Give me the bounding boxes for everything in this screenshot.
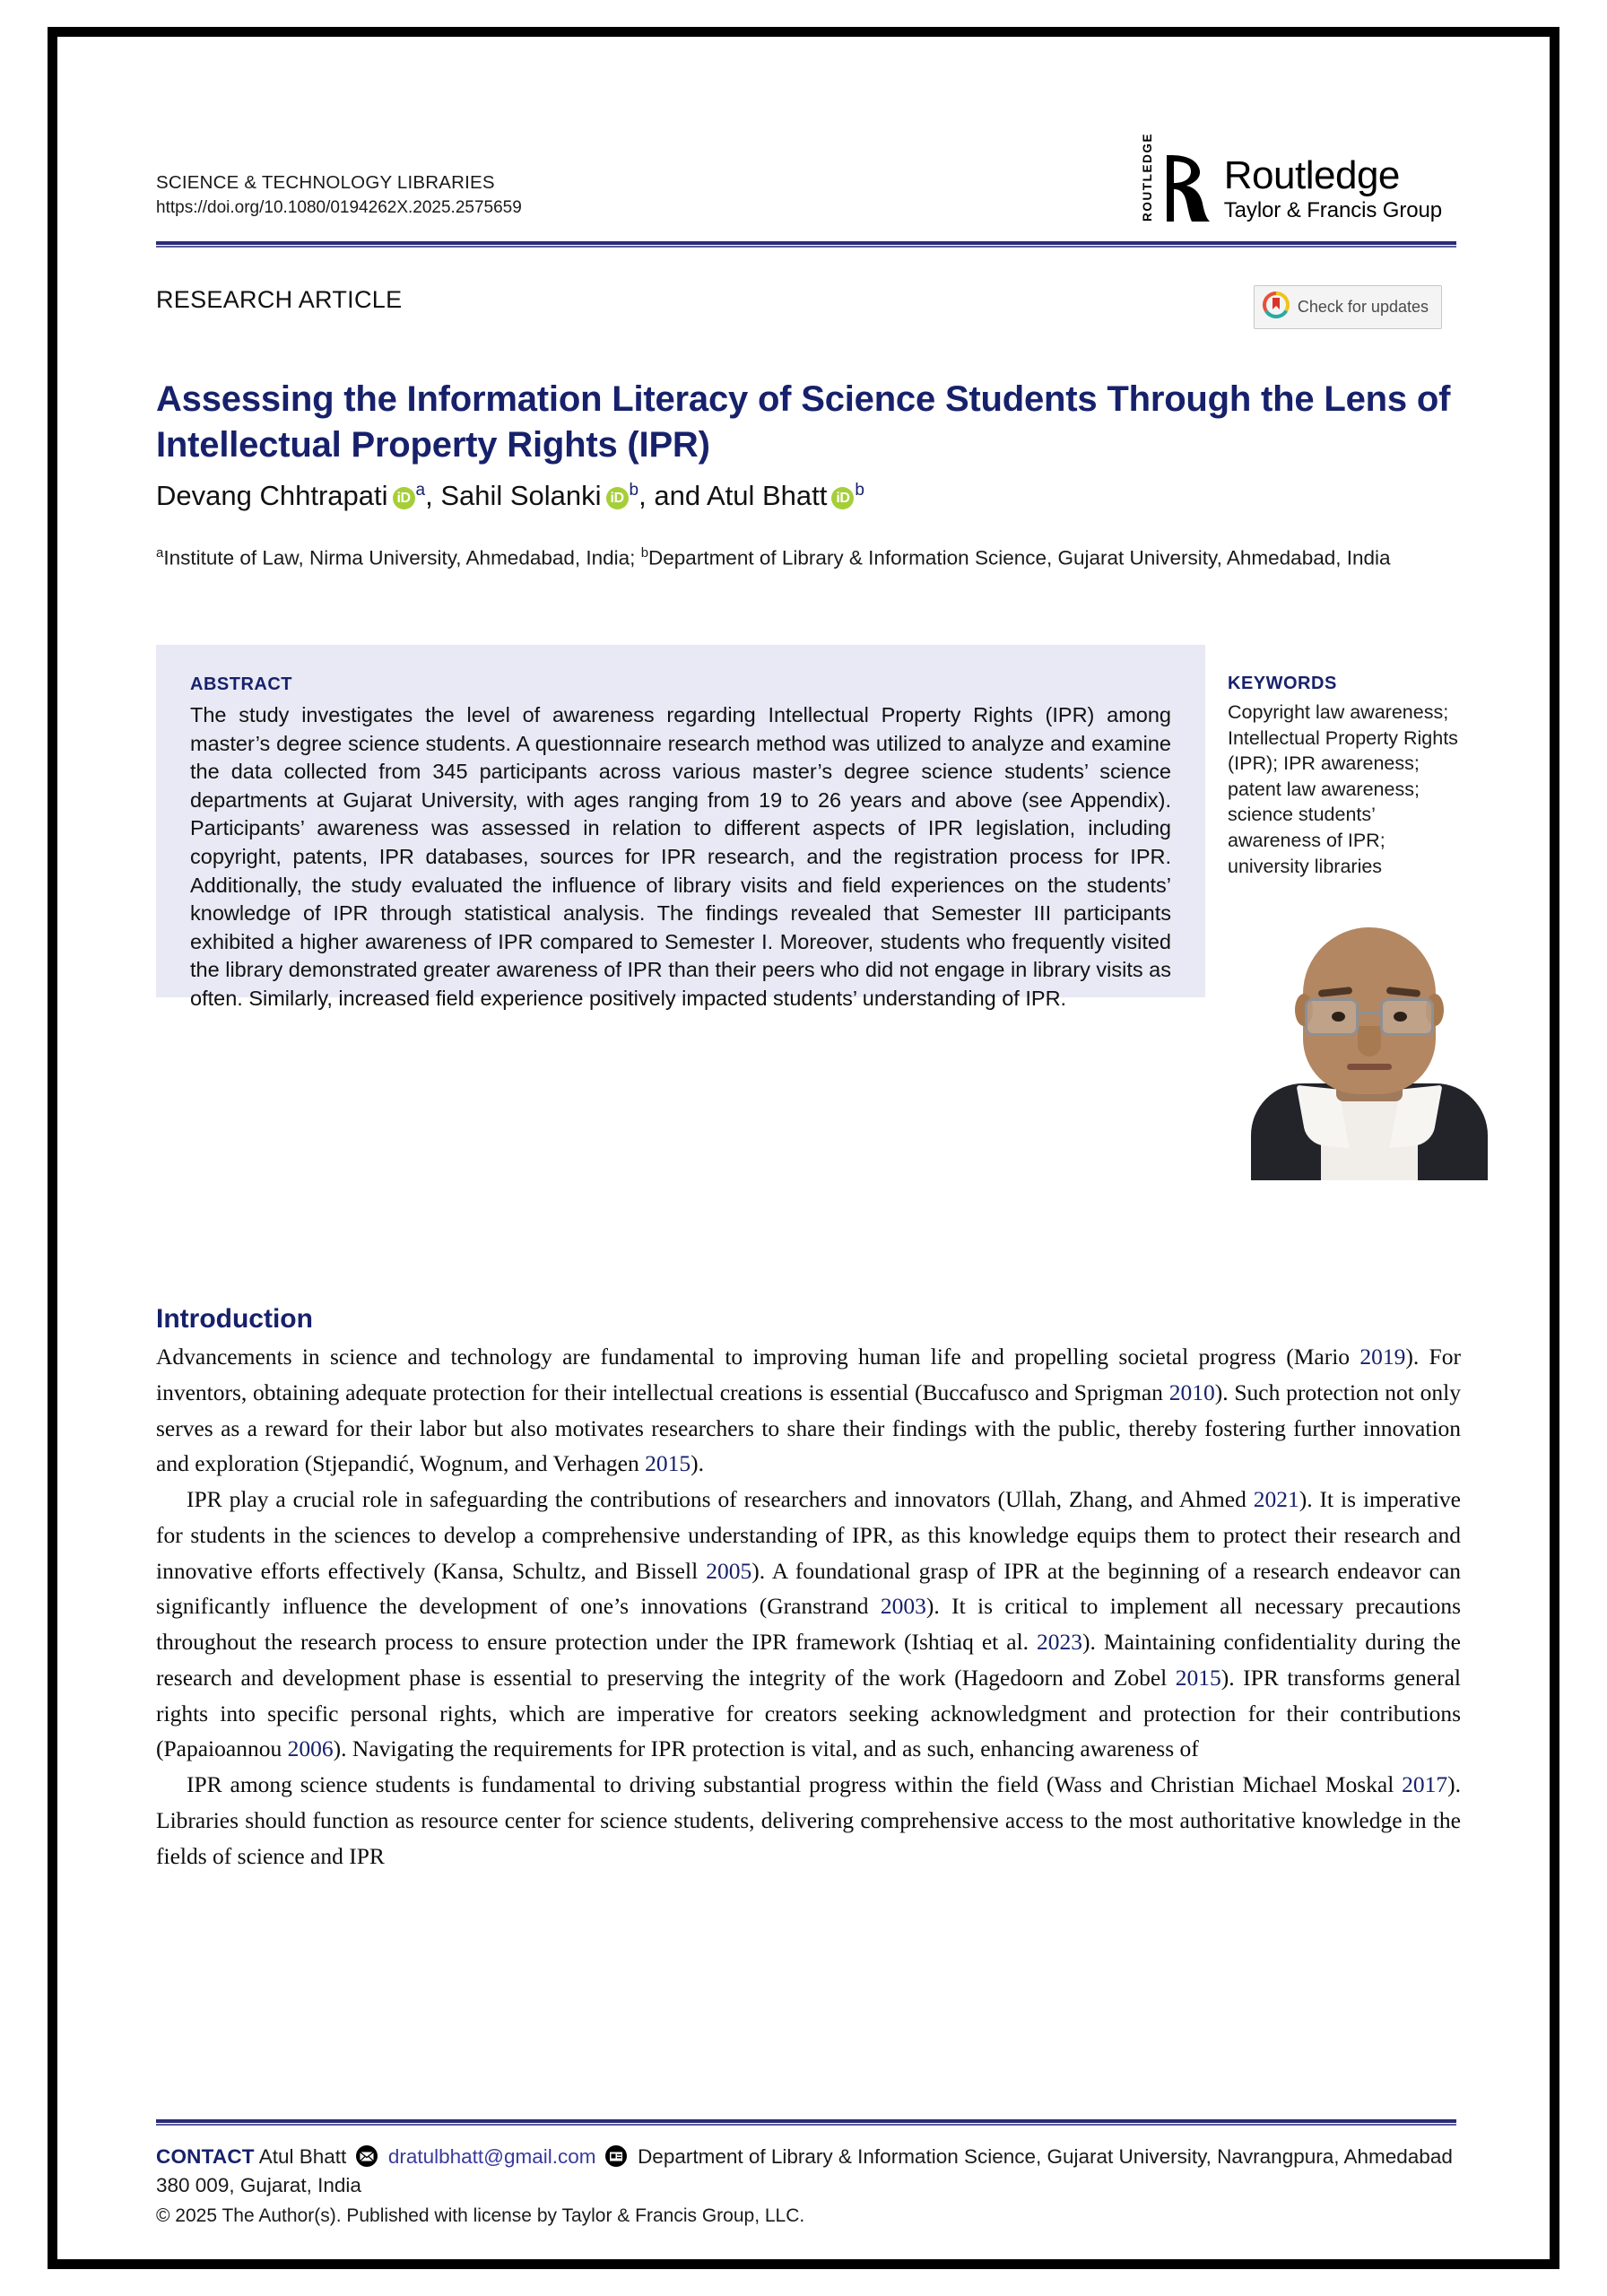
citation-year[interactable]: 2017 [1402, 1771, 1448, 1798]
affiliation-marker: a [415, 481, 426, 500]
author-name: Atul Bhatt [706, 480, 828, 511]
routledge-r-mark-icon [1165, 153, 1213, 223]
keywords-label: KEYWORDS [1228, 674, 1337, 693]
keywords-text: Copyright law awareness; Intellectual Property Rights (IPR); IPR awareness; patent law awareness; science students’ awareness of IPR; university libraries [1228, 701, 1458, 877]
orcid-icon[interactable]: iD [606, 487, 629, 509]
contact-email[interactable]: dratulbhatt@gmail.com [387, 2145, 596, 2168]
affiliation-b-text: Department of Library & Information Science, Gujarat University, Ahmedabad, India [648, 546, 1391, 570]
glasses-icon [1298, 998, 1441, 1038]
author-separator: , [425, 480, 441, 511]
crossmark-icon [1263, 291, 1290, 323]
body-text-run: IPR play a crucial role in safeguarding the contributions of researchers and innovators (Ullah, Zhang, and Ahmed [187, 1486, 1254, 1513]
citation-year[interactable]: 2021 [1253, 1486, 1299, 1513]
abstract-label: ABSTRACT [190, 674, 292, 694]
footer-rule-thin [156, 2124, 1456, 2126]
crossmark-label: Check for updates [1297, 298, 1429, 316]
page-title: Assessing the Information Literacy of Science Students Through the Lens of Intellectual Property Rights (IPR) [156, 378, 1451, 465]
body-text-run: ). Navigating the requirements for IPR protection is vital, and as such, enhancing awareness of [333, 1735, 1199, 1762]
citation-year[interactable]: 2015 [645, 1450, 691, 1477]
check-for-updates-badge[interactable] [1254, 285, 1442, 329]
author-list [156, 478, 1461, 514]
routledge-vertical-text: ROUTLEDGE [1141, 132, 1155, 222]
body-text-run: ). Libraries should function as resource center for science students, delivering comprehensive access to the most authoritative knowledge in the fields of science and IPR [156, 1771, 1461, 1869]
contact-label: CONTACT [156, 2145, 255, 2168]
abstract-box [156, 645, 1205, 1010]
body-paragraph [156, 1482, 1461, 1767]
affiliation-marker-b: b [640, 545, 649, 561]
affiliation-marker: b [629, 481, 639, 500]
affiliation-marker-a: a [156, 545, 164, 561]
header-rule-thin [156, 246, 1456, 248]
contact-address: Department of Library & Information Science, Gujarat University, Navrangpura, Ahmedabad 380 009, Gujarat, India [156, 2145, 1453, 2197]
citation-year[interactable]: 2003 [880, 1593, 926, 1620]
orcid-icon[interactable]: iD [393, 487, 415, 509]
journal-name: SCIENCE & TECHNOLOGY LIBRARIES [156, 172, 495, 193]
citation-year[interactable]: 2006 [287, 1735, 334, 1762]
copyright-text: © 2025 The Author(s). Published with license by Taylor & Francis Group, LLC. [156, 2205, 805, 2226]
affiliations [156, 544, 1412, 572]
address-card-icon [605, 2145, 627, 2167]
body-text-run: ). It is critical to implement all necessary precautions throughout the research process to ensure protection under the IPR framework (Ishtiaq et al. [156, 1593, 1461, 1656]
contact-name: Atul Bhatt [258, 2145, 347, 2168]
body-text-run: ). It is imperative for students in the sciences to develop a comprehensive understanding of IPR, as this knowledge equips them to protect their research and innovative efforts effectively (Kansa, Schultz, and Bissell [156, 1486, 1461, 1584]
affiliation-a-text: Institute of Law, Nirma University, Ahmedabad, India; [163, 546, 641, 570]
body-text-run: ). [691, 1450, 704, 1477]
page-frame [48, 27, 1559, 2269]
journal-header [156, 171, 873, 219]
body-text-run: ). IPR transforms general rights into specific personal rights, which are imperative for creators seeking acknowledgment and protection for their contributions (Papaioannou [156, 1664, 1462, 1762]
citation-year[interactable]: 2010 [1168, 1378, 1215, 1405]
section-heading-introduction: Introduction [156, 1303, 313, 1334]
citation-year[interactable]: 2019 [1359, 1344, 1406, 1370]
citation-year[interactable]: 2023 [1037, 1629, 1083, 1656]
introduction-body [156, 1339, 1461, 1874]
routledge-logo [1141, 132, 1442, 223]
body-paragraph [156, 1767, 1461, 1874]
body-text-run: Advancements in science and technology are fundamental to improving human life and propelling societal progress (Mario [156, 1344, 1360, 1370]
orcid-icon[interactable]: iD [831, 487, 854, 509]
body-paragraph [156, 1339, 1461, 1482]
article-type-label: RESEARCH ARTICLE [156, 286, 403, 313]
page-content [57, 37, 1550, 2259]
body-text-run: ). Maintaining confidentiality during the research and development phase is essential to preserving the integrity of the work (Hagedoorn and Zobel [156, 1629, 1461, 1691]
citation-year[interactable]: 2015 [1175, 1664, 1221, 1691]
envelope-icon [356, 2145, 378, 2167]
routledge-wordmark [1223, 152, 1442, 222]
body-text-run: ). Such protection not only serves as a reward for their labor but also motivates researchers to share their findings with the public, thereby fostering further innovation and exploration (Stjepandić, Wognum, and Verhagen [156, 1378, 1461, 1477]
body-text-run: IPR among science students is fundamental to driving substantial progress within the field (Wass and Christian Michael Moskal [187, 1771, 1403, 1798]
keywords-block [1228, 674, 1465, 879]
author-name: Devang Chhtrapati [156, 480, 388, 511]
headshot-mouth [1347, 1064, 1392, 1070]
body-text-run: ). For inventors, obtaining adequate protection for their intellectual creations is essential (Buccafusco and Sprigman [156, 1344, 1461, 1405]
publisher-name: Routledge [1223, 152, 1400, 197]
affiliation-marker: b [855, 481, 864, 500]
headshot-eye-right [1394, 1012, 1407, 1022]
headshot-eye-left [1332, 1012, 1345, 1022]
author-name: Sahil Solanki [440, 480, 602, 511]
author-separator: , and [638, 480, 707, 511]
contact-block [156, 2143, 1465, 2200]
citation-year[interactable]: 2005 [706, 1557, 752, 1584]
publisher-tagline: Taylor & Francis Group [1223, 197, 1442, 222]
abstract-text: The study investigates the level of awareness regarding Intellectual Property Rights (IPR) among master’s degree science students. A questionnaire research method was utilized to analyze and examine the data collected from 345 participants across various master’s degree science students’ science departments at Gujarat University, with ages ranging from 19 to 26 years and above (see Appendix). Participants’ awareness was assessed in relation to different aspects of IPR legislation, including copyright, patents, IPR databases, sources for IPR research, and the registration process for IPR. Additionally, the study evaluated the influence of library visits and field experiences on the students’ knowledge of IPR through statistical analysis. The findings revealed that Semester III participants exhibited a higher awareness of IPR compared to Semester I. Moreover, students who frequently visited the library demonstrated greater awareness of IPR than their peers who did not engage in library visits as often. Similarly, increased field experience positively impacted students’ understanding of IPR. [190, 703, 1171, 1010]
author-headshot [1239, 911, 1499, 1180]
journal-doi[interactable]: https://doi.org/10.1080/0194262X.2025.2575659 [156, 197, 522, 217]
footer-rule [156, 2119, 1456, 2123]
body-text-run: ). A foundational grasp of IPR at the beginning of a research endeavor can significantly influence the development of one’s innovations (Granstrand [156, 1557, 1462, 1620]
header-rule [156, 241, 1456, 245]
